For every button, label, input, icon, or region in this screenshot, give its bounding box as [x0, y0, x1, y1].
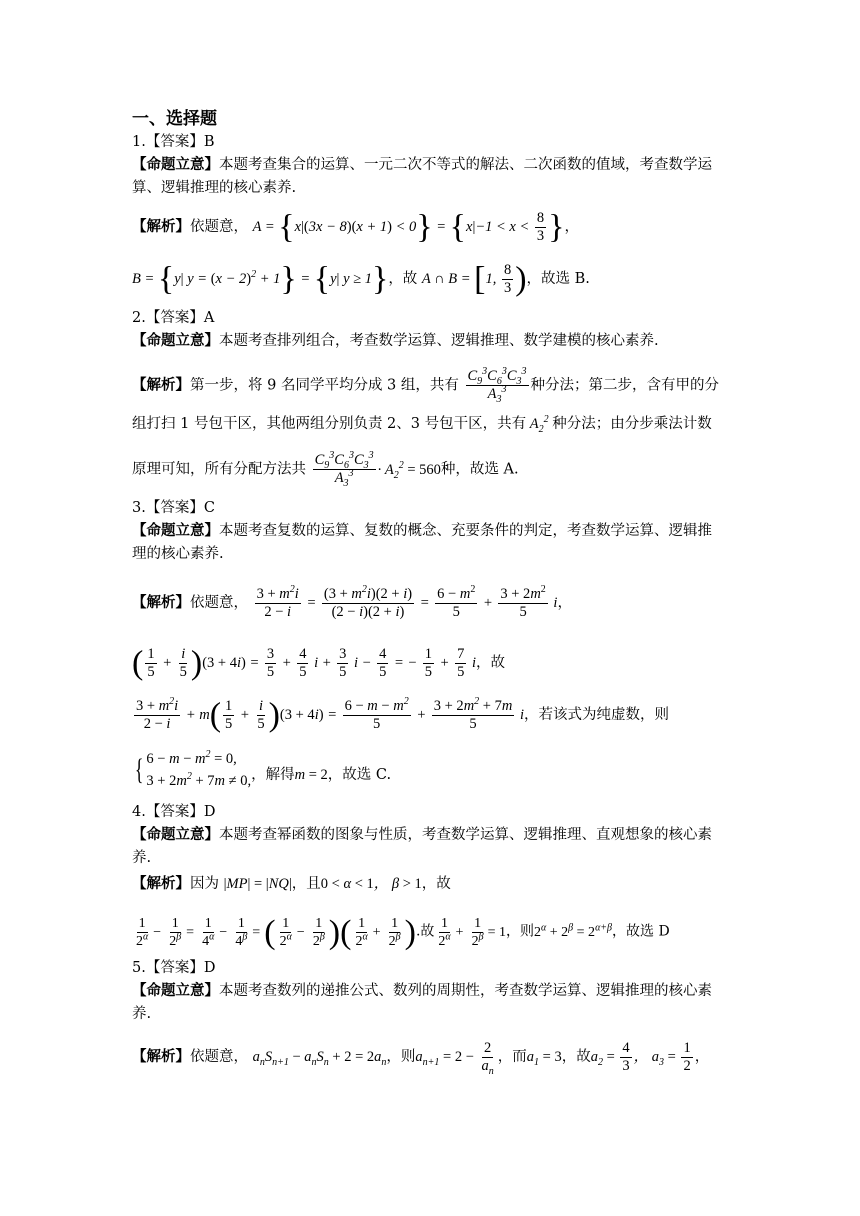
q2-analysis-line1: 【解析】第一步，将 9 名同学平均分成 3 组，共有 $\frac{C_9^3C_6^3C_3^3}{A_3^3}$ 种分法；第二步，含有甲的分	[132, 366, 720, 405]
q2-analysis-line2: 组打扫 1 号包干区，其他两组分别负责 2、3 号包干区，共有 $A_2^2$ 种分法；由分步乘法计数	[132, 414, 712, 435]
q3-analysis-line2: ( $\frac{1}{5}$ + $\frac{i}{5}$ )(3 + 4i) = $\frac{3}{5}$ + $\frac{4}{5}$ i + $\frac{3}{5}$ i − $\frac{4}{5}$ = − $\frac{1}{5}$ + $\frac{7}{5}$ i，故	[132, 644, 505, 682]
q1-intent-line2: 算、逻辑推理的核心素养.	[132, 180, 297, 196]
q5-analysis-line1: 【解析】依题意， $a_nS_{n+1} - a_nS_n + 2 = 2a_n$，则$a_{n+1} = 2$ − $\frac{2}{a_n}$ ，而$a_1 = 3$，故$a_2$ = $\frac{4}{3}$ ， $a_3$ = $\frac{1}{2}$ ，	[132, 1040, 710, 1077]
q3-analysis-line1: 【解析】依题意， $\frac{3 + m^2i}{2 - i}$ = $\frac{(3 + m^2i)(2 + i)}{(2 - i)(2 + i)}$ = $\frac{6 - m^2}{5}$ + $\frac{3 + 2m^2}{5}$ i，	[132, 584, 572, 620]
section-title: 一、选择题	[132, 109, 217, 129]
q4-answer: 4.【答案】D	[132, 804, 216, 820]
q2-grouping-formula: $\frac{C_9^3C_6^3C_3^3}{A_3^3}$	[467, 366, 527, 405]
q3-product-formula: ( $\frac{1}{5}$ + $\frac{i}{5}$ )(3 + 4i) = $\frac{3}{5}$ + $\frac{4}{5}$ i + $\frac{3}{5}$ i − $\frac{4}{5}$ = − $\frac{1}{5}$ + $\frac{7}{5}$ i	[132, 644, 476, 682]
q3-intent-line2: 理的核心素养.	[132, 546, 224, 562]
q3-answer: 3.【答案】C	[132, 500, 215, 516]
q4-analysis-line2: $\frac{1}{2^\alpha}$ − $\frac{1}{2^\beta}$ = $\frac{1}{4^\alpha}$ − $\frac{1}{4^\beta}$ = ( $\frac{1}{2^\alpha}$ − $\frac{1}{2^\beta}$ )( $\frac{1}{2^\alpha}$ + $\frac{1}{2^\beta}$ ).故 $\frac{1}{2^\alpha}$ + $\frac{1}{2^\beta}$ = 1，则$2^\alpha + 2^\beta = 2^{\alpha+\beta}$，故选 D	[132, 915, 670, 950]
q1-analysis-line1: 【解析】依题意， A = {x|(3x − 8)(x + 1) < 0} = {x|−1 < x < $\frac{8}{3}$ }，	[132, 208, 579, 246]
q1-set-a-formula: A = {x|(3x − 8)(x + 1) < 0} = {x|−1 < x < $\frac{8}{3}$ }	[252, 208, 565, 246]
q4-identity-formula: $\frac{1}{2^\alpha}$ − $\frac{1}{2^\beta}$ = $\frac{1}{4^\alpha}$ − $\frac{1}{4^\beta}$ = ( $\frac{1}{2^\alpha}$ − $\frac{1}{2^\beta}$ )( $\frac{1}{2^\alpha}$ + $\frac{1}{2^\beta}$ )	[136, 913, 416, 951]
q3-combined-formula: $\frac{3 + m^2i}{2 - i}$ + m( $\frac{1}{5}$ + $\frac{i}{5}$ )(3 + 4i) = $\frac{6 - m - m^2}{5}$ + $\frac{3 + 2m^2 + 7m}{5}$ i	[136, 696, 524, 734]
q5-intent-line2: 养.	[132, 1006, 152, 1022]
q1-analysis-line2: B = {y| $y = (x - 2)^2 + 1\} = \{y|$ y ≥ 1}，故 A ∩ B = [1, $\frac{8}{3}$ )，故选 B.	[132, 260, 590, 298]
q1-intersection-formula: A ∩ B = [1, $\frac{8}{3}$ )	[421, 260, 527, 298]
q5-intent-line1: 【命题立意】本题考查数列的递推公式、数列的周期性，考查数学运算、逻辑推理的核心素	[132, 983, 712, 999]
q5-answer: 5.【答案】D	[132, 960, 216, 976]
q4-intent-line1: 【命题立意】本题考查幂函数的图象与性质，考查数学运算、逻辑推理、直观想象的核心素	[132, 827, 712, 843]
q2-analysis-line3: 原理可知，所有分配方法共 $\frac{C_9^3C_6^3C_3^3}{A_3^3}$ · $A_2^2 = 560$种，故选 A.	[132, 450, 519, 489]
q4-intent-line2: 养.	[132, 850, 152, 866]
q4-analysis-line1: 【解析】因为 |MP| = |NQ|，且0 < α < 1， β > 1，故	[132, 876, 451, 892]
q1-answer: 1.【答案】B	[132, 134, 215, 150]
q2-intent: 【命题立意】本题考查排列组合，考查数学运算、逻辑推理、数学建模的核心素养.	[132, 333, 659, 349]
q2-answer: 2.【答案】A	[132, 310, 215, 326]
q3-analysis-line4: { $6 - m - m^2 = 0$, $3 + 2m^2 + 7m \ne 0$, ，解得m = 2，故选 C.	[132, 748, 391, 792]
q3-division-formula: $\frac{3 + m^2i}{2 - i}$ = $\frac{(3 + m^2i)(2 + i)}{(2 - i)(2 + i)}$ = $\frac{6 - m^2}{5}$ + $\frac{3 + 2m^2}{5}$ i	[256, 584, 558, 620]
q3-condition-system: { $6 - m - m^2 = 0$, $3 + 2m^2 + 7m \ne 0$,	[134, 749, 252, 789]
q1-set-b-formula: B = {y| $y = (x - 2)^2 + 1\} = \{y|$ y ≥ 1}	[132, 260, 389, 298]
q1-intent-line1: 【命题立意】本题考查集合的运算、一元二次不等式的解法、二次函数的值域，考查数学运	[132, 157, 712, 173]
q2-total-formula: $\frac{C_9^3C_6^3C_3^3}{A_3^3}$	[314, 450, 374, 489]
q3-intent-line1: 【命题立意】本题考查复数的运算、复数的概念、充要条件的判定，考查数学运算、逻辑推	[132, 523, 712, 539]
q3-analysis-line3: $\frac{3 + m^2i}{2 - i}$ + m( $\frac{1}{5}$ + $\frac{i}{5}$ )(3 + 4i) = $\frac{6 - m - m^2}{5}$ + $\frac{3 + 2m^2 + 7m}{5}$ i，若该式为纯虚数，则	[132, 698, 669, 733]
